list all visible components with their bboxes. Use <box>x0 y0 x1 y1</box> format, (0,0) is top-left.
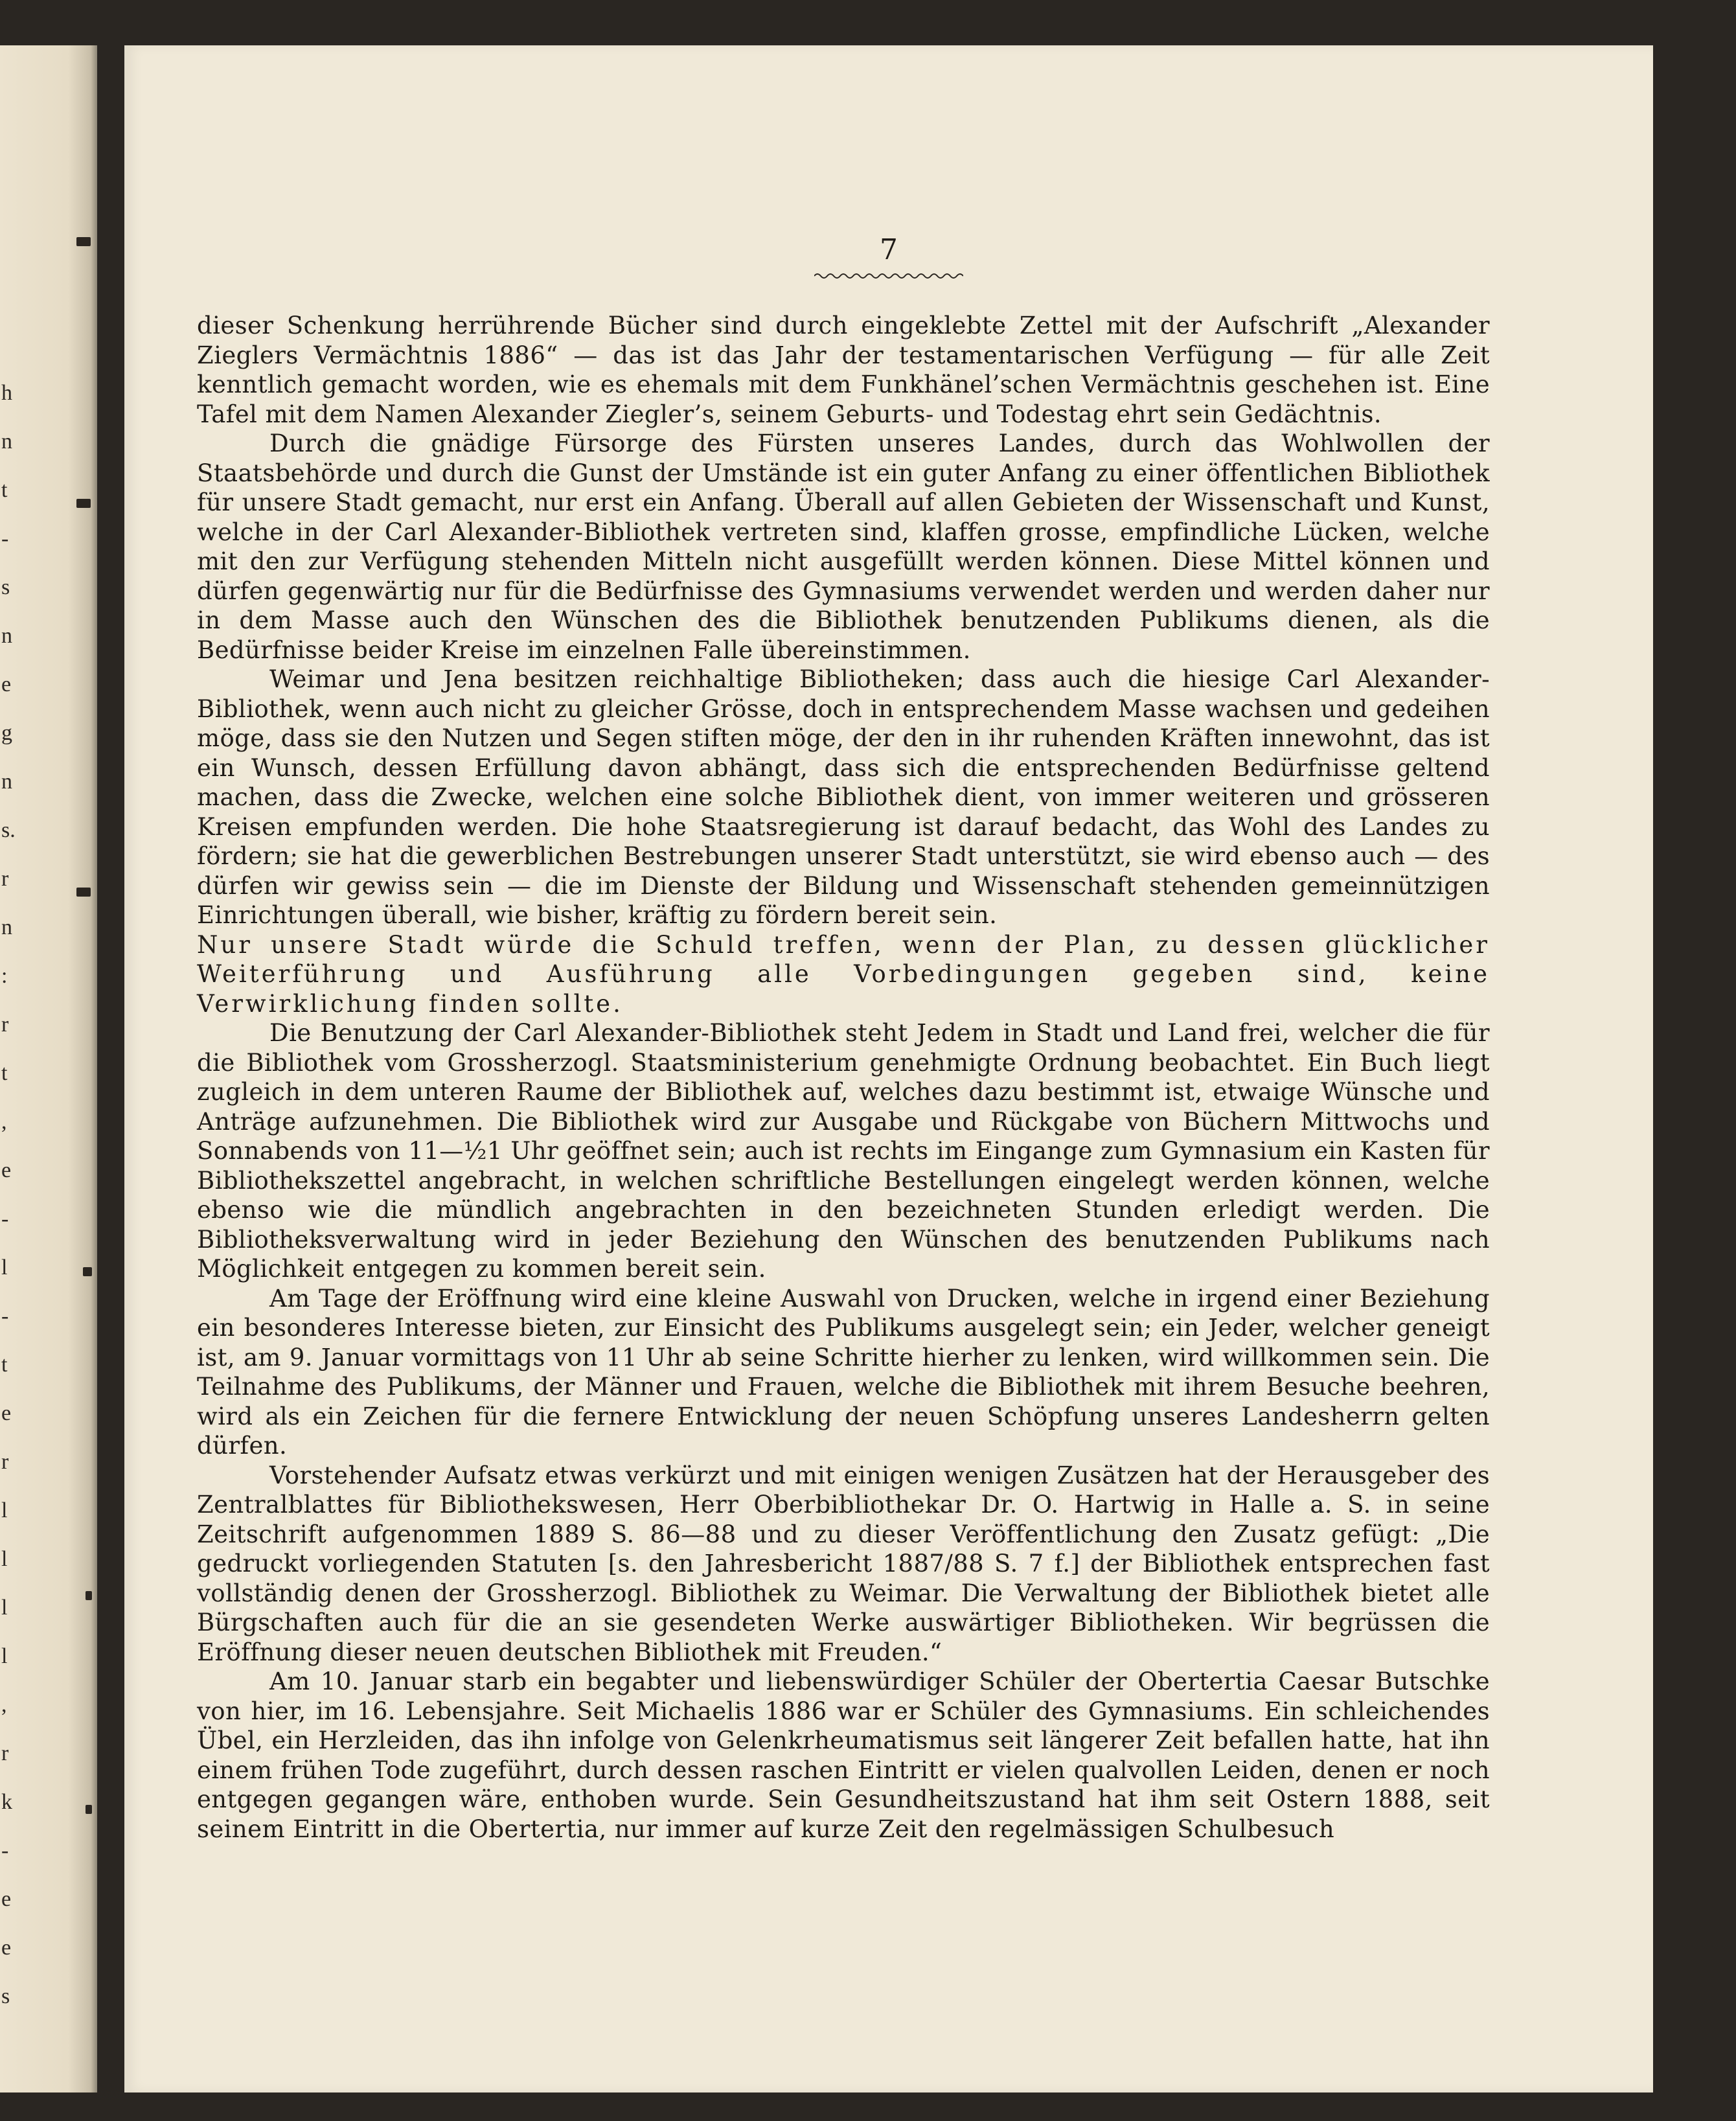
previous-page-fragment: l <box>1 1596 8 1620</box>
previous-page-fragment: : <box>1 964 8 988</box>
previous-page-fragment: - <box>1 1207 9 1231</box>
previous-page-fragment: l <box>1 1498 8 1522</box>
paragraph: dieser Schenkung herrührende Bücher sind durch eingeklebte Zettel mit der Aufschrift „Alexander Zieglers Vermächtnis 1886“ — das ist das Jahr der testamentarischen Verfügung — für alle Zeit kenntlich gemacht worden, wie es ehemals mit dem Funkhänel’schen Vermächtnis geschehen ist. Eine Tafel mit dem Namen Alexander Ziegler’s, seinem Geburts- und Todestag ehrt sein Gedächtnis. <box>197 312 1490 428</box>
previous-page-fragment: t <box>1 1353 8 1377</box>
previous-page-fragment: e <box>1 672 12 696</box>
previous-page-fragment: k <box>1 1790 12 1814</box>
binding-mark <box>76 888 91 897</box>
previous-page-fragment: n <box>1 915 12 939</box>
previous-page-fragment: e <box>1 1936 12 1960</box>
previous-page-fragment: e <box>1 1887 12 1911</box>
previous-page-fragment: s. <box>1 818 16 842</box>
paragraph-emphasized: Nur unsere Stadt würde die Schuld treffen, wenn der Plan, zu dessen glücklicher Weiterführung und Ausführung alle Vorbedingungen gegeben sind, keine Verwirklichung finden sollte. <box>197 930 1490 1018</box>
previous-page-fragment: s <box>1 575 10 599</box>
previous-page-fragment: - <box>1 1839 9 1863</box>
paragraph: Durch die gnädige Fürsorge des Fürsten unseres Landes, durch das Wohlwollen der Staatsbehörde und durch die Gunst der Umstände ist ein guter Anfang zu einer öffentlichen Bibliothek für unsere Stadt gemacht, nur erst ein Anfang. Überall auf allen Gebieten der Wissenschaft und Kunst, welche in der Carl Alexander-Bibliothek vertreten sind, klaffen grosse, empfindliche Lücken, welche mit den zur Verfügung stehenden Mitteln nicht ausgefüllt werden können. Diese Mittel können und dürfen gegenwärtig nur für die Bedürfnisse des Gymnasiums verwendet werden und werden daher nur in dem Masse auch den Wünschen des die Bibliothek benutzenden Publikums dienen, als die Bedürfnisse beider Kreise im einzelnen Falle übereinstimmen. <box>197 430 1490 664</box>
previous-page-fragment: n <box>1 770 12 794</box>
previous-page-fragment: - <box>1 1304 9 1328</box>
previous-page-fragment: l <box>1 1644 8 1668</box>
previous-page-fragment: s <box>1 1984 10 2008</box>
previous-page-fragment: , <box>1 1110 7 1134</box>
previous-page-fragment: r <box>1 1741 9 1765</box>
binding-mark <box>76 499 91 508</box>
previous-page-fragment: h <box>1 381 12 405</box>
binding-mark <box>76 237 91 246</box>
previous-page-fragment: l <box>1 1255 8 1279</box>
paragraph: Die Benutzung der Carl Alexander-Bibliothek steht Jedem in Stadt und Land frei, welcher die für die Bibliothek vom Grossherzogl. Staatsministerium genehmigte Ordnung beobachtet. Ein Buch liegt zugleich in dem unteren Raume der Bibliothek auf, welches dazu bestimmt ist, etwaige Wünsche und Anträge aufzunehmen. Die Bibliothek wird zur Ausgabe und Rückgabe von Büchern Mittwochs und Sonnabends von 11—½1 Uhr geöffnet sein; auch ist rechts im Eingange zum Gymnasium ein Kasten für Bibliothekszettel angebracht, in welchen schriftliche Bestellungen eingelegt werden können, welche ebenso wie die mündlich angebrachten in den bezeichneten Stunden erledigt werden. Die Bibliotheksverwaltung wird in jeder Beziehung den Wünschen des benutzenden Publikums nach Möglichkeit entgegen zu kommen bereit sein. <box>197 1019 1490 1283</box>
previous-page-fragment: n <box>1 624 12 648</box>
previous-page-fragment: - <box>1 527 9 551</box>
previous-page-fragment: r <box>1 1450 9 1474</box>
page-gutter-shadow <box>91 45 97 2092</box>
previous-page-fragment: r <box>1 867 9 891</box>
binding-mark <box>86 1591 92 1600</box>
page-number-ornament <box>124 271 1653 283</box>
previous-page-fragment: n <box>1 430 12 453</box>
paragraph: Am Tage der Eröffnung wird eine kleine Auswahl von Drucken, welche in irgend einer Beziehung ein besonderes Interesse bieten, zur Einsicht des Publikums ausgelegt sein; ein Jeder, welcher geneigt ist, am 9. Januar vormittags von 11 Uhr ab seine Schritte hierher zu lenken, wird willkommen sein. Die Teilnahme des Publikums, der Männer und Frauen, welche die Bibliothek mit ihrem Besuche beehren, wird als ein Zeichen für die fernere Entwicklung der neuen Schöpfung unseres Landesherrn gelten dürfen. <box>197 1284 1490 1460</box>
previous-page-fragment: r <box>1 1013 9 1037</box>
paragraph: Weimar und Jena besitzen reichhaltige Bibliotheken; dass auch die hiesige Carl Alexander-Bibliothek, wenn auch nicht zu gleicher Grösse, doch in entsprechendem Masse wachsen und gedeihen möge, dass sie den Nutzen und Segen stiften möge, der den in ihr ruhenden Kräften innewohnt, das ist ein Wunsch, dessen Erfüllung davon abhängt, dass sich die entsprechenden Bedürfnisse geltend machen, dass die Zwecke, welchen eine solche Bibliothek dient, von immer weiteren und grösseren Kreisen empfunden werden. Die hohe Staatsregierung ist darauf bedacht, das Wohl des Landes zu fördern; sie hat die gewerblichen Bestrebungen unserer Stadt unterstützt, sie wird ebenso auch — des dürfen wir gewiss sein — die im Dienste der Bildung und Wissenschaft stehenden gemeinnützigen Einrichtungen überall, wie bisher, kräftig zu fördern bereit sein. <box>197 665 1490 929</box>
previous-page-fragment: e <box>1 1401 12 1425</box>
previous-page-fragment: , <box>1 1693 7 1717</box>
paragraph: Am 10. Januar starb ein begabter und liebenswürdiger Schüler der Obertertia Caesar Butschke von hier, im 16. Lebensjahre. Seit Michaelis 1886 war er Schüler des Gymnasiums. Ein schleichendes Übel, ein Herzleiden, das ihn infolge von Gelenkrheumatismus seit längerer Zeit befallen hatte, hat ihn einem frühen Tode zugeführt, durch dessen raschen Eintritt er vielen qualvollen Leiden, denen er noch entgegen gegangen wäre, enthoben wurde. Sein Gesundheitszustand hat ihm seit Ostern 1888, seit seinem Eintritt in die Obertertia, nur immer auf kurze Zeit den regelmässigen Schulbesuch <box>197 1668 1490 1843</box>
page-number: 7 <box>880 233 898 266</box>
previous-page-fragment: t <box>1 1061 8 1085</box>
body-text <box>197 311 1490 1844</box>
document-page <box>124 45 1653 2092</box>
previous-page-edge <box>0 45 97 2092</box>
paragraph: Vorstehender Aufsatz etwas verkürzt und mit einigen wenigen Zusätzen hat der Herausgeber des Zentralblattes für Bibliothekswesen, Herr Oberbibliothekar Dr. O. Hartwig in Halle a. S. in seine Zeitschrift aufgenommen 1889 S. 86—88 und zu dieser Veröffentlichung den Zusatz gefügt: „Die gedruckt vorliegenden Statuten [s. den Jahresbericht 1887/88 S. 7 f.] der Bibliothek entsprechen fast vollständig denen der Grossherzogl. Bibliothek zu Weimar. Die Verwaltung der Bibliothek bietet alle Bürgschaften auch für die an sie gesendeten Werke auswärtiger Bibliotheken. Wir begrüssen die Eröffnung dieser neuen deutschen Bibliothek mit Freuden.“ <box>197 1461 1490 1666</box>
binding-mark <box>83 1267 92 1276</box>
previous-page-fragment: l <box>1 1547 8 1571</box>
binding-mark <box>86 1805 92 1814</box>
previous-page-fragment: t <box>1 478 8 502</box>
previous-page-fragment: g <box>1 721 12 745</box>
previous-page-fragment: e <box>1 1158 12 1182</box>
